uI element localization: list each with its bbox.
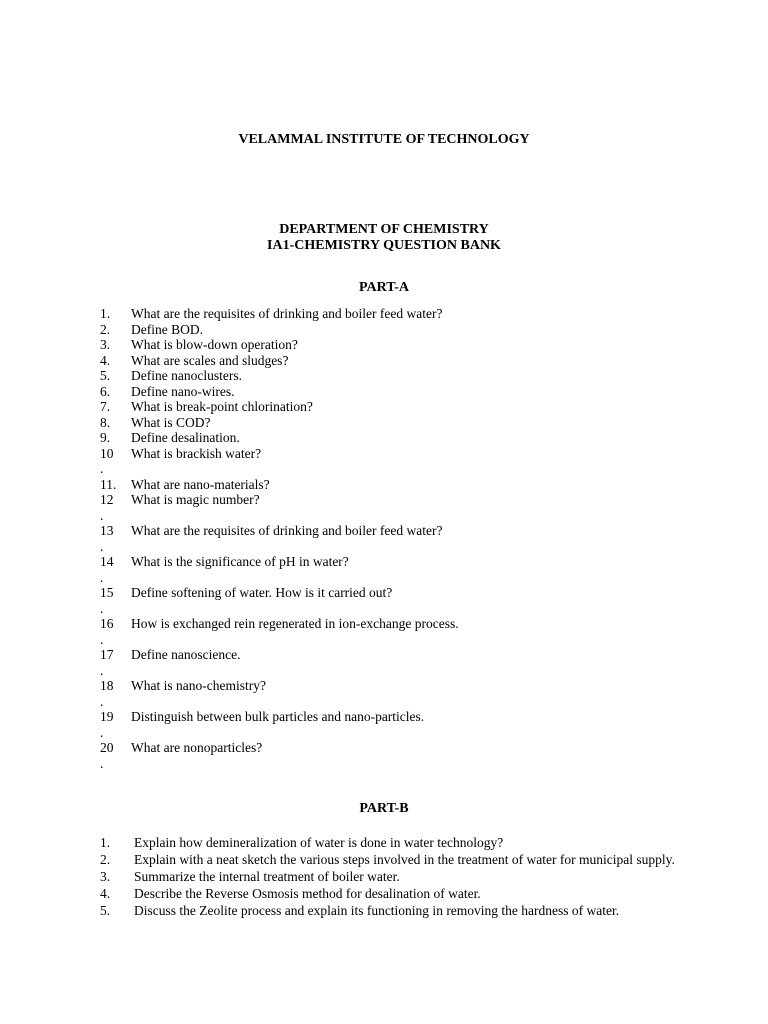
question-number: 3. [100,869,111,884]
number-dot: . [100,662,104,678]
question-number: 7. [100,399,111,414]
question-text: Describe the Reverse Osmosis method for desalination of water. [134,886,481,901]
question-number: 6. [100,383,111,399]
question-number: 5. [100,903,111,918]
question-text: Define softening of water. How is it carried out? [131,585,393,600]
question-number: 3. [100,337,111,352]
question-number: 19 [100,709,114,724]
question-bank-title: IA1-CHEMISTRY QUESTION BANK [267,238,501,253]
question-item [100,415,700,431]
question-number: 18 [100,678,114,693]
question-number: 17 [100,647,114,662]
question-item [100,523,700,539]
question-text: What is break-point chlorination? [131,399,313,414]
question-text: What are scales and sludges? [131,352,289,368]
number-dot: . [100,631,104,647]
question-item [100,585,700,601]
question-text: Define desalination. [131,430,240,445]
number-dot: . [100,724,104,740]
question-number: 5. [100,368,111,383]
question-text: What is blow-down operation? [131,337,298,352]
question-item [100,647,700,663]
question-item [100,368,700,384]
question-text: Define nano-wires. [131,383,235,399]
question-text: What is COD? [131,414,211,430]
question-item [100,446,700,462]
question-item [100,399,700,415]
question-number: 9. [100,430,111,445]
question-item [100,492,700,508]
question-item [100,477,700,493]
question-text: What is brackish water? [131,445,262,461]
question-item [100,678,700,694]
question-number: 1. [100,835,111,850]
question-item [100,835,680,851]
question-item [100,384,700,400]
question-text: Explain how demineralization of water is done in water technology? [134,835,504,850]
question-number: 2. [100,321,111,337]
question-text: How is exchanged rein regenerated in ion-exchange process. [131,616,459,631]
question-text: Distinguish between bulk particles and nano-particles. [131,709,425,724]
question-item [100,306,700,322]
number-dot: . [100,600,104,616]
question-item [100,852,680,868]
number-dot: . [100,507,104,523]
question-item [100,430,700,446]
question-text: What are nano-materials? [131,476,270,492]
question-text: What are the requisites of drinking and boiler feed water? [131,523,443,538]
part-a-title: PART-A [358,280,410,295]
part-b-title: PART-B [359,801,409,816]
number-dot: . [100,569,104,585]
question-item [100,709,700,725]
question-text: What are the requisites of drinking and boiler feed water? [131,306,443,321]
question-item [100,869,680,885]
question-text: Define nanoclusters. [131,368,242,383]
question-number: 8. [100,414,111,430]
question-text: Define nanoscience. [131,647,241,662]
institute-title: VELAMMAL INSTITUTE OF TECHNOLOGY [238,132,530,147]
question-number: 14 [100,554,114,569]
question-text: What are nonoparticles? [131,740,263,755]
question-text: What is the significance of pH in water? [131,554,349,569]
question-text: Summarize the internal treatment of boiler water. [134,869,400,884]
question-text: What is nano-chemistry? [131,678,266,693]
question-number: 10 [100,445,114,461]
question-item [100,554,700,570]
question-number: 15 [100,585,114,600]
question-number: 11. [100,476,117,492]
question-text: What is magic number? [131,492,260,507]
number-dot: . [100,538,104,554]
number-dot: . [100,461,104,476]
question-item [100,322,700,338]
part-a-list [100,306,700,771]
question-number: 16 [100,616,114,631]
question-text: Discuss the Zeolite process and explain its functioning in removing the hardness of water. [134,903,620,918]
question-item [100,616,700,632]
question-number: 4. [100,886,111,901]
question-number: 13 [100,523,114,538]
question-number: 1. [100,306,111,321]
part-b-list [100,835,680,920]
number-dot: . [100,693,104,709]
question-number: 20 [100,740,114,755]
question-item [100,903,680,919]
question-item [100,337,700,353]
question-item [100,886,680,902]
question-number: 4. [100,352,111,368]
question-number: 12 [100,492,114,507]
department-title: DEPARTMENT OF CHEMISTRY [279,222,489,237]
question-item [100,740,700,756]
question-text: Define BOD. [131,321,203,337]
question-text: Explain with a neat sketch the various steps involved in the treatment of water for municipal supply. [134,852,675,867]
number-dot: . [100,755,104,771]
question-number: 2. [100,852,111,867]
question-item [100,353,700,369]
